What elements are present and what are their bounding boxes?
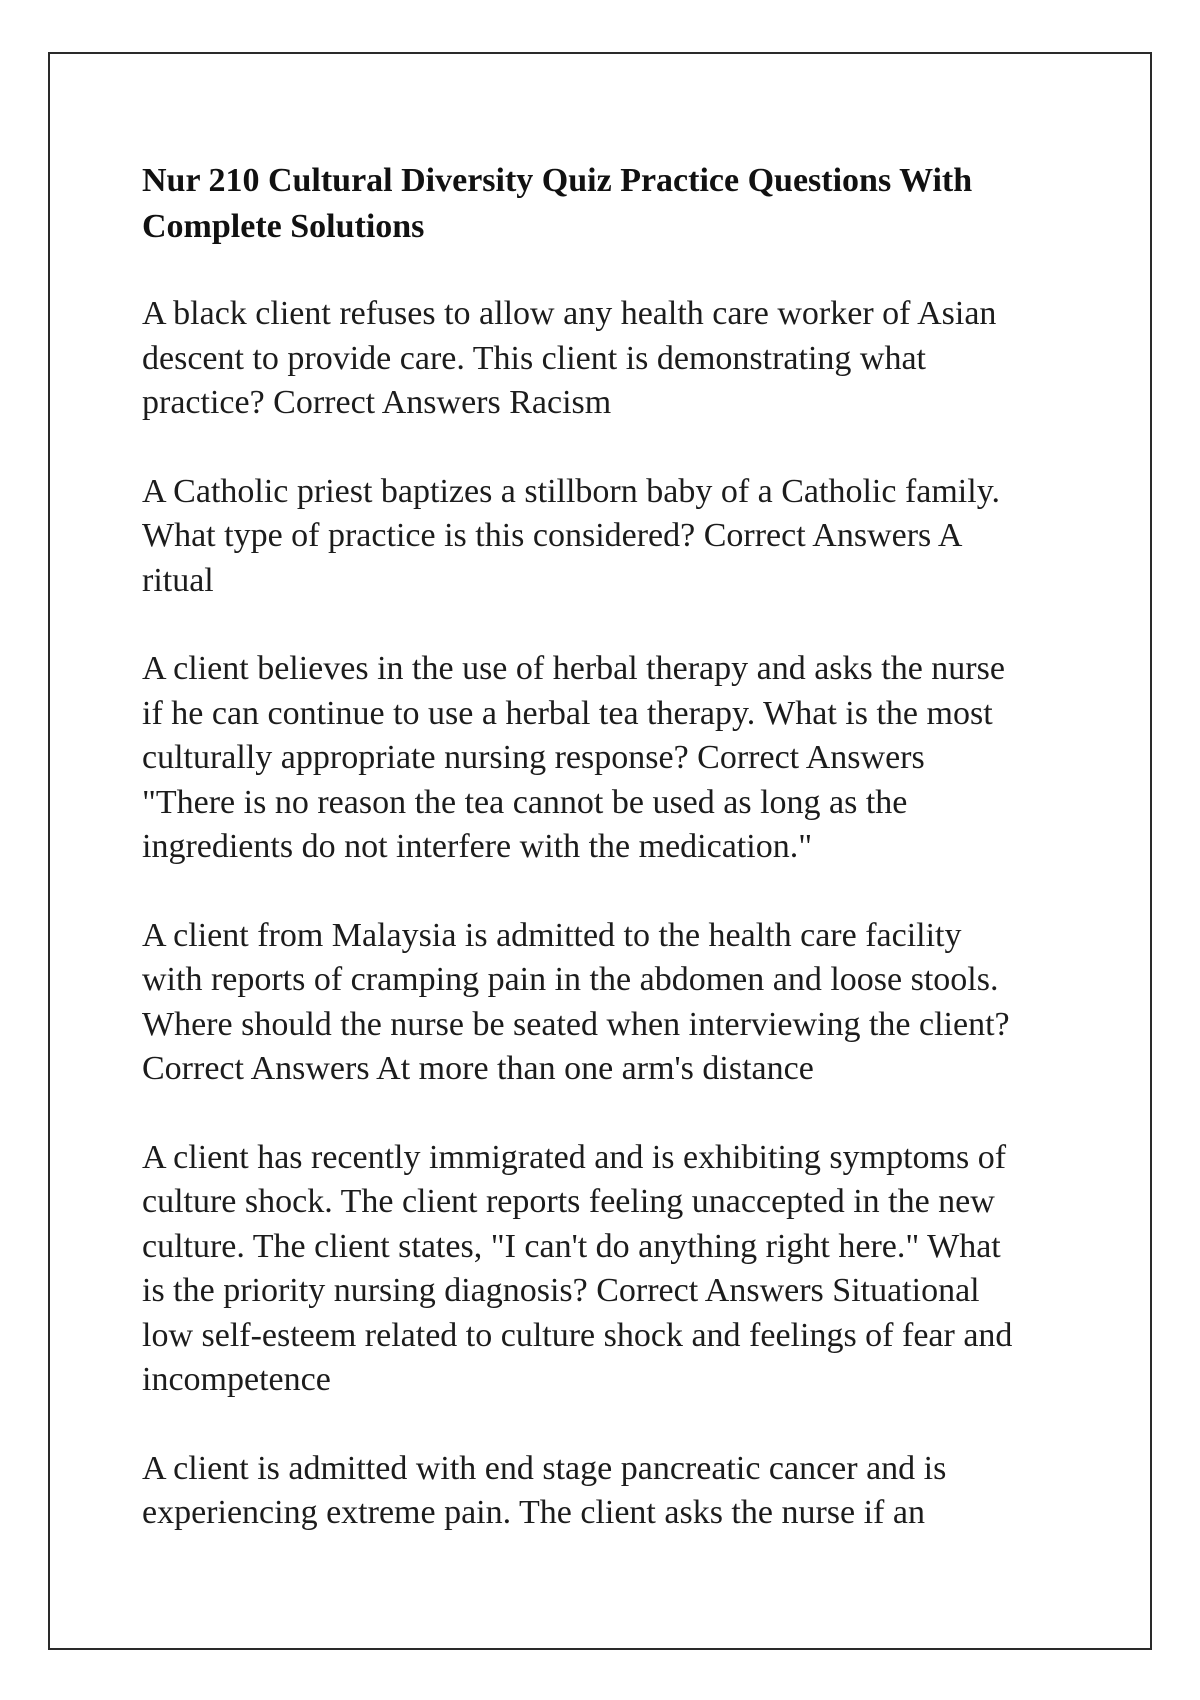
question-answer-4: A client from Malaysia is admitted to the health care facility with reports of cramping pain in the abdomen and loose stools. Where should the nurse be seated when interviewing the client? Correct Answers At more than one arm's distance bbox=[142, 916, 1010, 1087]
question-answer-6: A client is admitted with end stage pancreatic cancer and is experiencing extreme pain. The client asks the nurse if an bbox=[142, 1449, 947, 1531]
question-answer-5: A client has recently immigrated and is exhibiting symptoms of culture shock. The client reports feeling unaccepted in the new culture. The client states, "I can't do anything right here." What is the priority nursing diagnosis? Correct Answers Situational low self-esteem related to culture shock and feelings of fear and incompetence bbox=[142, 1138, 1013, 1398]
document-title: Nur 210 Cultural Diversity Quiz Practice Questions With Complete Solutions bbox=[142, 162, 973, 245]
question-answer-1: A black client refuses to allow any health care worker of Asian descent to provide care. This client is demonstrating what practice? Correct Answers Racism bbox=[142, 295, 997, 421]
page-frame bbox=[48, 52, 1152, 1650]
question-answer-2: A Catholic priest baptizes a stillborn baby of a Catholic family. What type of practice is this considered? Correct Answers A ritual bbox=[142, 472, 1000, 599]
document-content bbox=[142, 158, 1102, 1580]
question-answer-3: A client believes in the use of herbal therapy and asks the nurse if he can continue to use a herbal tea therapy. What is the most culturally appropriate nursing response? Correct Answers "There is no reason the tea cannot be used as long as the ingredients do not interfere with the medication." bbox=[142, 650, 1005, 865]
